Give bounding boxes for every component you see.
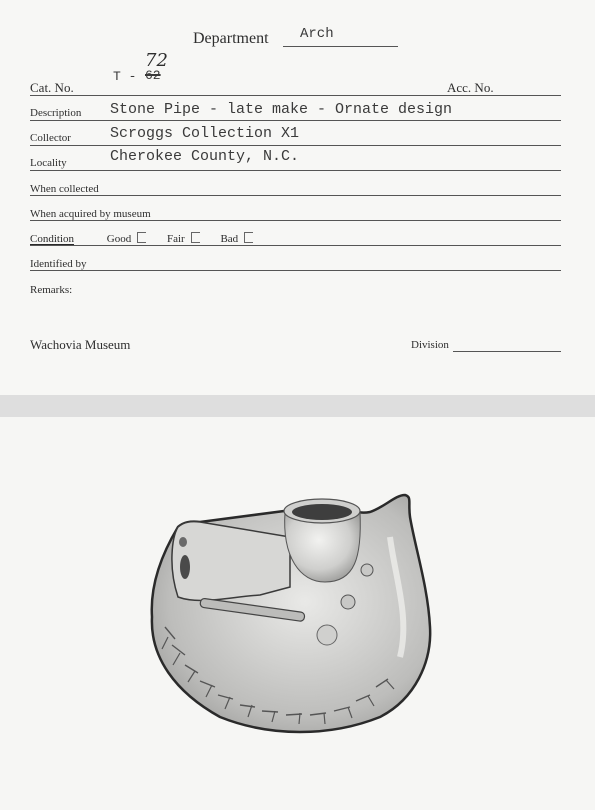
collector-label: Collector xyxy=(30,132,71,144)
museum-name: Wachovia Museum xyxy=(30,337,131,352)
when-collected-label: When collected xyxy=(30,183,99,195)
cat-no-handwritten-value: 72 xyxy=(145,50,168,71)
description-line xyxy=(30,120,561,121)
cat-no-struck-value: 62 xyxy=(145,68,161,83)
condition-label: Condition xyxy=(30,233,75,245)
identified-by-line xyxy=(30,270,561,271)
department-label: Department xyxy=(193,30,269,47)
locality-line xyxy=(30,170,561,171)
pipe-stem xyxy=(172,522,290,601)
good-checkbox xyxy=(137,232,146,243)
locality-label: Locality xyxy=(30,157,67,169)
collector-line xyxy=(30,145,561,146)
fair-checkbox xyxy=(191,232,200,243)
when-acquired-line xyxy=(30,220,561,221)
when-acquired-label: When acquired by museum xyxy=(30,208,151,220)
when-collected-line xyxy=(30,195,561,196)
cat-no-label: Cat. No. xyxy=(30,80,74,95)
locality-value: Cherokee County, N.C. xyxy=(110,148,300,165)
card-separator xyxy=(0,395,595,417)
collector-value: Scroggs Collection X1 xyxy=(110,125,300,142)
stem-hole xyxy=(180,555,190,579)
acc-no-label: Acc. No. xyxy=(447,80,494,95)
remarks-label: Remarks: xyxy=(30,284,73,296)
department-value: Arch xyxy=(300,26,334,42)
division-label: Division xyxy=(411,339,449,351)
condition-fair: Fair xyxy=(167,233,200,245)
condition-row xyxy=(30,232,271,245)
cat-no-prefix: T - xyxy=(113,69,137,84)
bad-checkbox xyxy=(244,232,253,243)
description-value: Stone Pipe - late make - Ornate design xyxy=(110,101,453,118)
condition-good: Good xyxy=(107,233,146,245)
description-label: Description xyxy=(30,107,82,119)
cat-no-line xyxy=(30,95,561,96)
division-line xyxy=(453,351,561,352)
condition-line xyxy=(30,245,561,246)
drawing-card xyxy=(0,417,595,810)
department-line xyxy=(283,46,398,47)
catalog-card xyxy=(0,0,595,395)
pipe-drawing xyxy=(0,417,595,810)
identified-by-label: Identified by xyxy=(30,258,87,270)
condition-bad: Bad xyxy=(220,233,253,245)
